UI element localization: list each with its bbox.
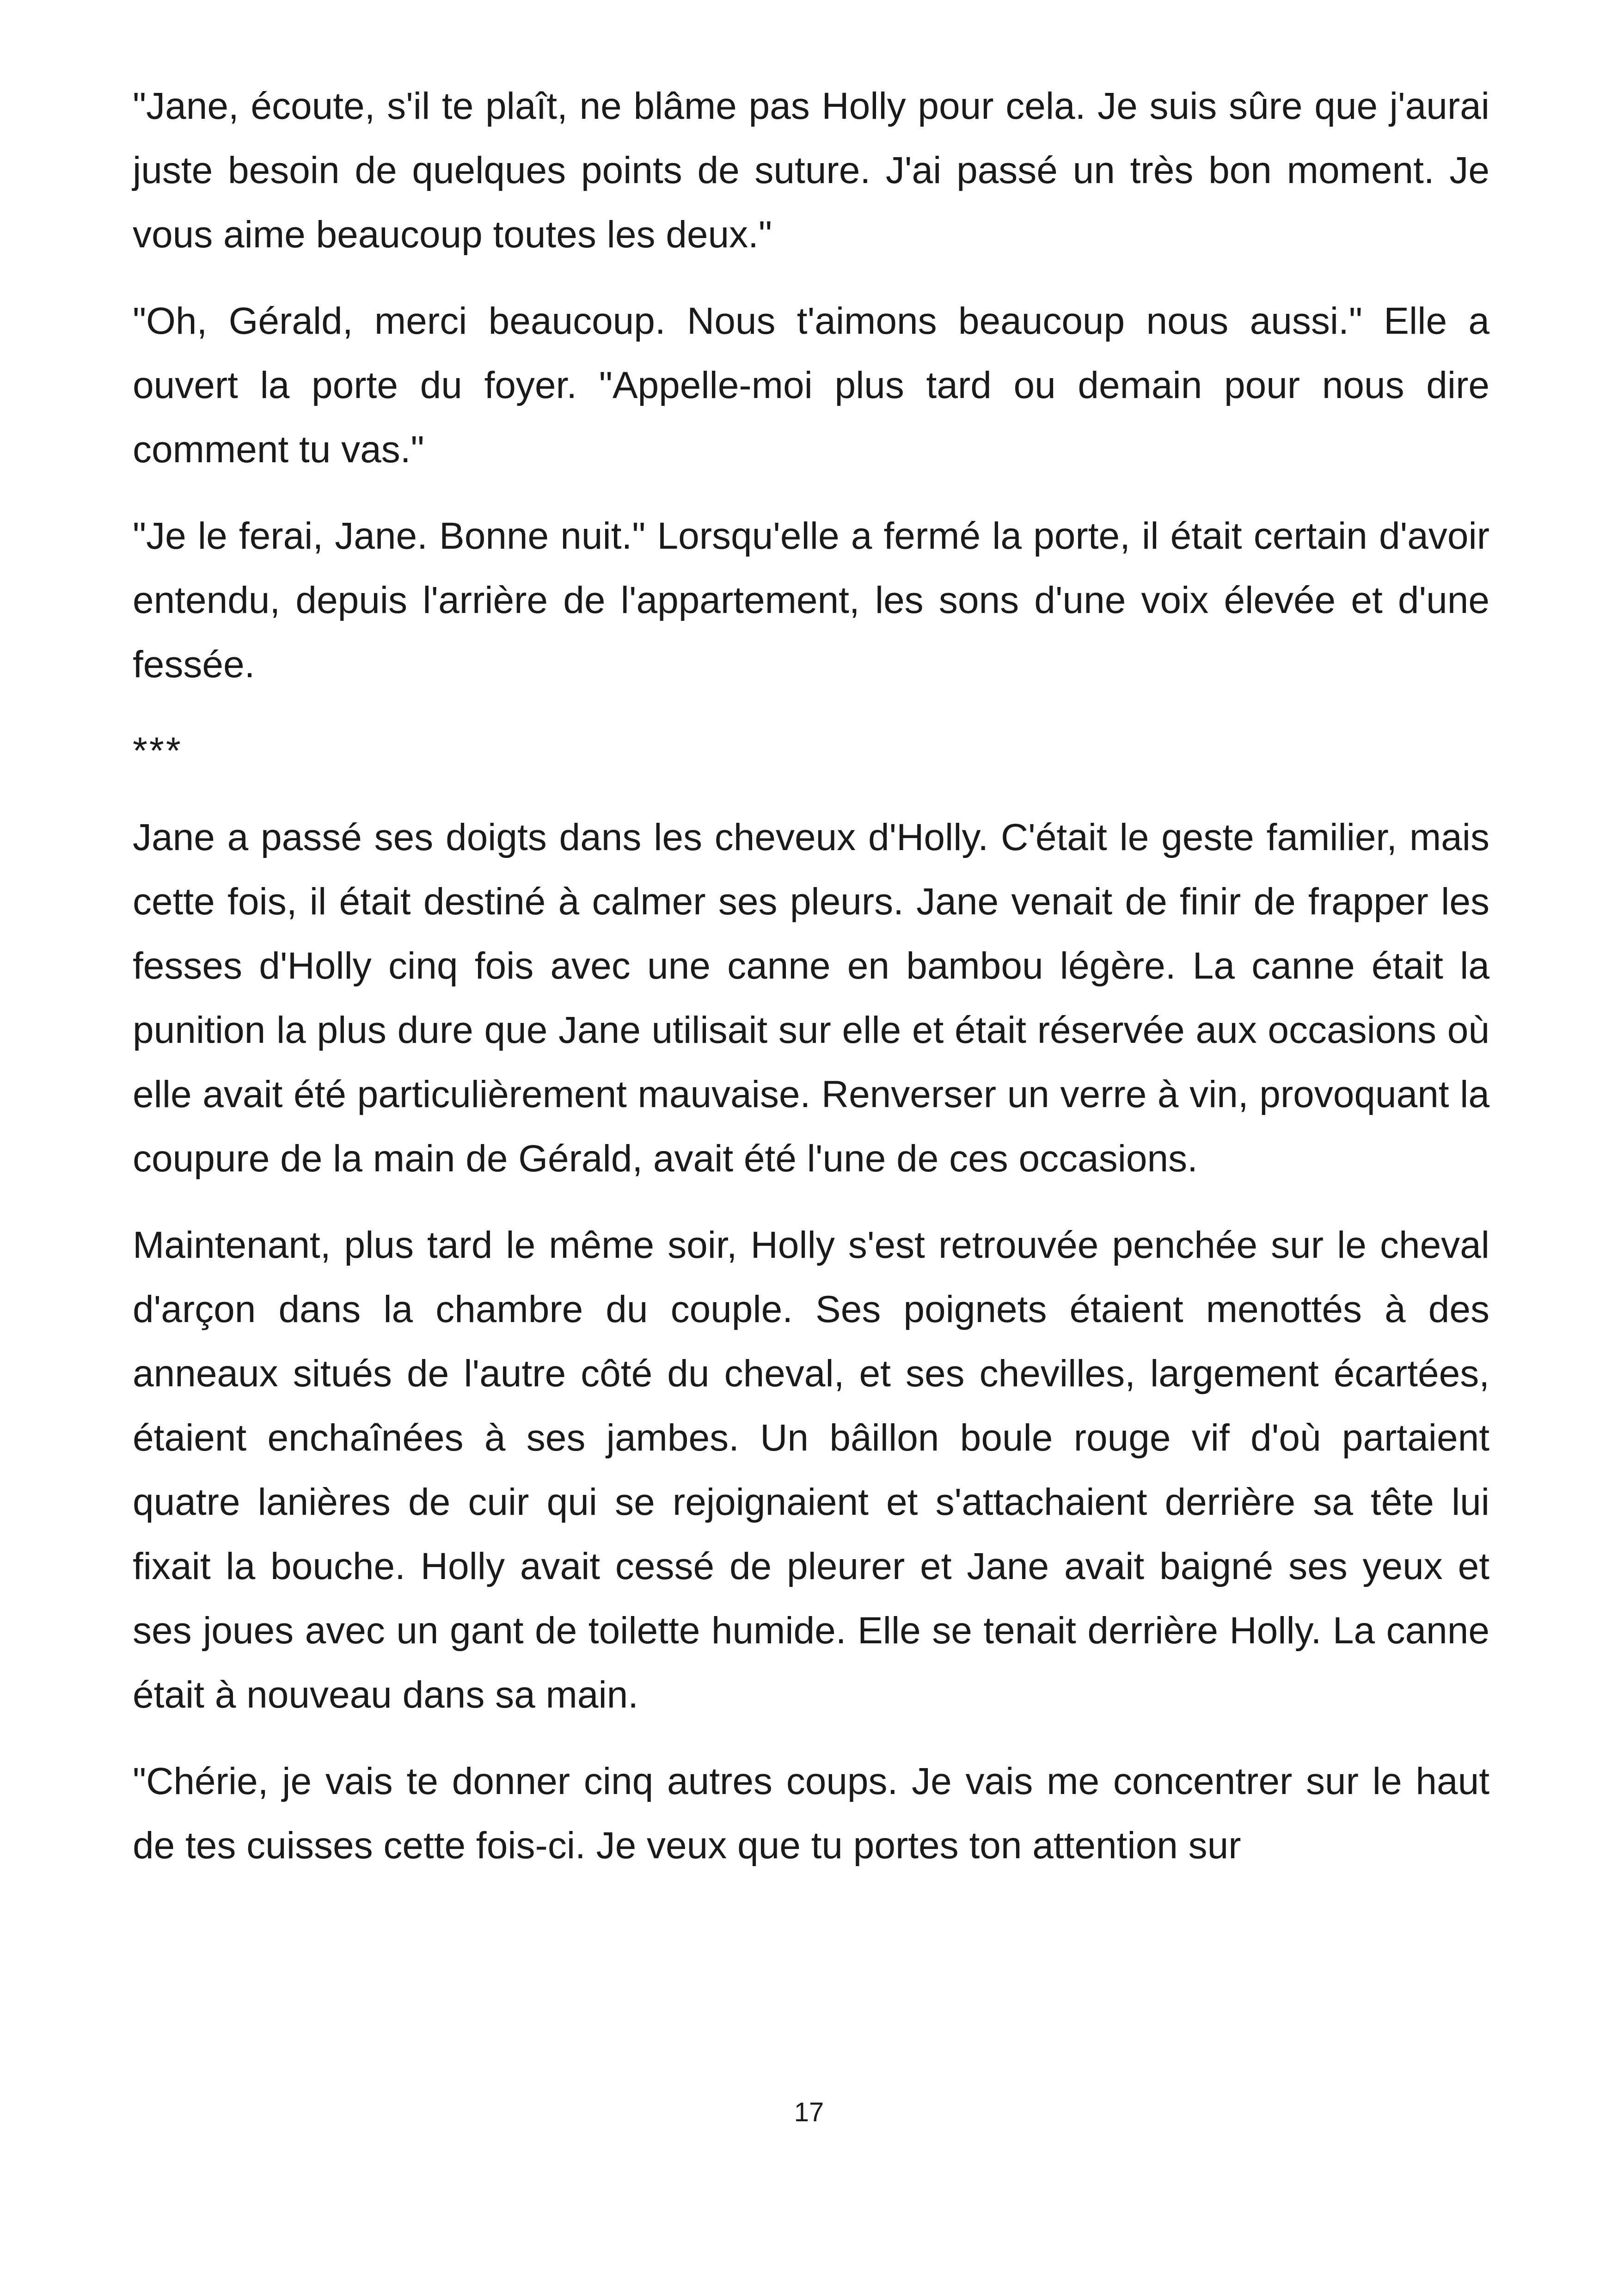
paragraph: "Oh, Gérald, merci beaucoup. Nous t'aimons beaucoup nous aussi." Elle a ouvert la porte du foyer. "Appelle-moi plus tard ou demain pour nous dire comment tu vas." (133, 300, 1489, 471)
paragraph: Maintenant, plus tard le même soir, Holly s'est retrouvée penchée sur le cheval d'arçon dans la chambre du couple. Ses poignets étaient menottés à des anneaux situés de l'autre côté du cheval, et ses chevilles, largement écartées, étaient enchaînées à ses jambes. Un bâillon boule rouge vif d'où partaient quatre lanières de cuir qui se rejoignaient et s'attachaient derrière sa tête lui fixait la bouche. Holly avait cessé de pleurer et Jane avait baigné ses yeux et ses joues avec un gant de toilette humide. Elle se tenait derrière Holly. La canne était à nouveau dans sa main. (133, 1224, 1489, 1716)
paragraph: "Jane, écoute, s'il te plaît, ne blâme pas Holly pour cela. Je suis sûre que j'aurai juste besoin de quelques points de suture. J'ai passé un très bon moment. Je vous aime beaucoup toutes les deux." (133, 85, 1489, 256)
page-number: 17 (794, 2097, 824, 2127)
paragraph: "Je le ferai, Jane. Bonne nuit." Lorsqu'elle a fermé la porte, il était certain d'avoir entendu, depuis l'arrière de l'appartement, les sons d'une voix élevée et d'une fessée. (133, 515, 1489, 686)
section-separator: *** (133, 730, 183, 772)
body-text (133, 74, 1489, 1900)
paragraph: Jane a passé ses doigts dans les cheveux d'Holly. C'était le geste familier, mais cette fois, il était destiné à calmer ses pleurs. Jane venait de finir de frapper les fesses d'Holly cinq fois avec une canne en bambou légère. La canne était la punition la plus dure que Jane utilisait sur elle et était réservée aux occasions où elle avait été particulièrement mauvaise. Renverser un verre à vin, provoquant la coupure de la main de Gérald, avait été l'une de ces occasions. (133, 816, 1489, 1180)
paragraph: "Chérie, je vais te donner cinq autres coups. Je vais me concentrer sur le haut de tes cuisses cette fois-ci. Je veux que tu portes ton attention sur (133, 1760, 1489, 1867)
